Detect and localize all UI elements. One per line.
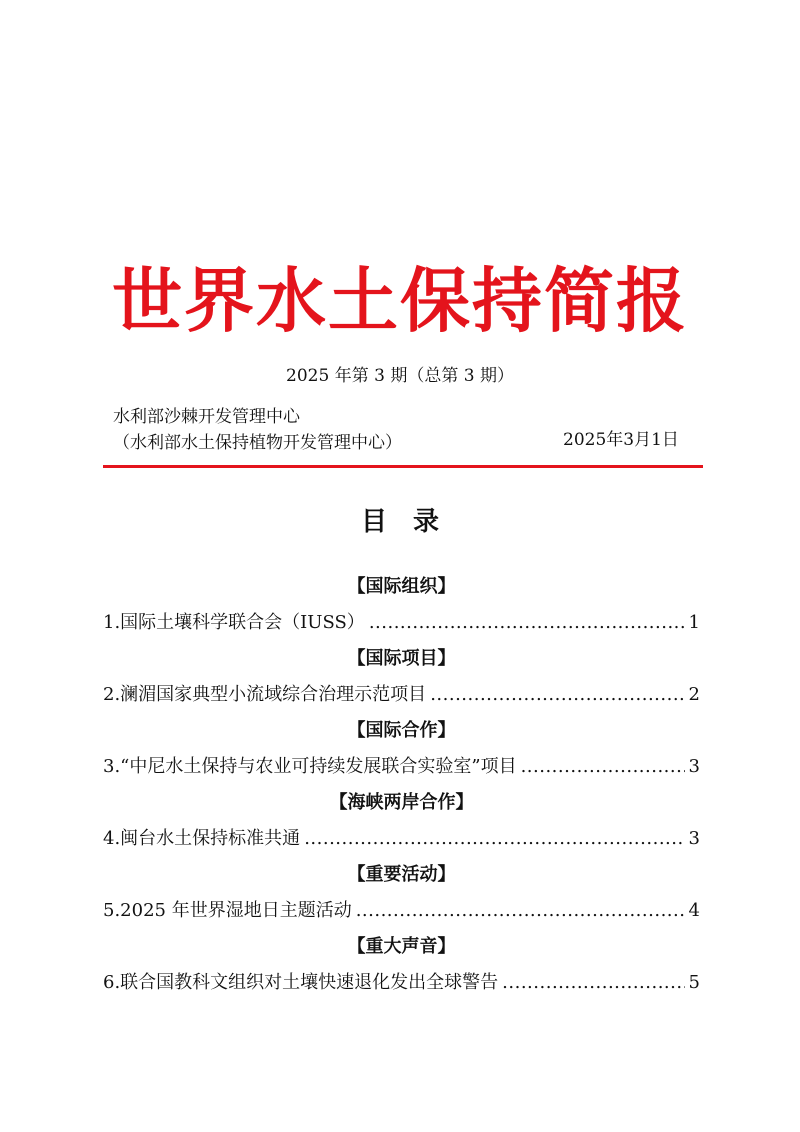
- toc-entry[interactable]: [103, 965, 700, 1001]
- toc-entry-page: 2: [688, 684, 700, 705]
- publisher-alias: （水利部水土保持植物开发管理中心）: [113, 433, 402, 453]
- toc-dot-leader: [304, 821, 684, 857]
- toc-entry-title: 1.国际土壤科学联合会（IUSS）: [103, 612, 365, 633]
- toc-entry[interactable]: [103, 893, 700, 929]
- toc-entry-title: 6.联合国教科文组织对土壤快速退化发出全球警告: [103, 972, 499, 993]
- toc-entry[interactable]: [103, 677, 700, 713]
- toc-entry-title: 4.闽台水土保持标准共通: [103, 828, 301, 849]
- toc-entry[interactable]: [103, 605, 700, 641]
- toc-entry-title: 5.2025 年世界湿地日主题活动: [103, 900, 352, 921]
- toc-dot-leader: [369, 605, 685, 641]
- toc-entry-page: 4: [688, 900, 700, 921]
- table-of-contents: [103, 569, 700, 1001]
- toc-section-heading: 【海峡两岸合作】: [329, 792, 474, 813]
- toc-entry-title: 3.“中尼水土保持与农业可持续发展联合实验室”项目: [103, 756, 517, 777]
- toc-entry-page: 1: [688, 612, 700, 633]
- toc-dot-leader: [356, 893, 685, 929]
- toc-section-heading: 【国际组织】: [347, 576, 456, 597]
- toc-section-heading: 【国际合作】: [347, 720, 456, 741]
- toc-section-heading: 【重要活动】: [347, 864, 456, 885]
- publisher-block: [113, 404, 402, 456]
- toc-title: 目 录: [360, 507, 439, 537]
- issue-number: 2025 年第 3 期（总第 3 期）: [286, 366, 514, 386]
- publish-date: 2025年3月1日: [563, 430, 679, 450]
- toc-entry-page: 3: [688, 828, 700, 849]
- toc-entry[interactable]: [103, 821, 700, 857]
- toc-section-heading: 【国际项目】: [347, 648, 456, 669]
- publisher-name: 水利部沙棘开发管理中心: [113, 407, 300, 427]
- toc-dot-leader: [521, 749, 685, 785]
- toc-dot-leader: [430, 677, 684, 713]
- toc-entry-page: 3: [688, 756, 700, 777]
- toc-dot-leader: [502, 965, 684, 1001]
- toc-entry-page: 5: [688, 972, 700, 993]
- toc-entry-title: 2.澜湄国家典型小流域综合治理示范项目: [103, 684, 427, 705]
- toc-entry[interactable]: [103, 749, 700, 785]
- toc-section-heading: 【重大声音】: [347, 936, 456, 957]
- header-divider: [103, 465, 703, 468]
- masthead-title: 世界水土保持简报: [112, 259, 688, 342]
